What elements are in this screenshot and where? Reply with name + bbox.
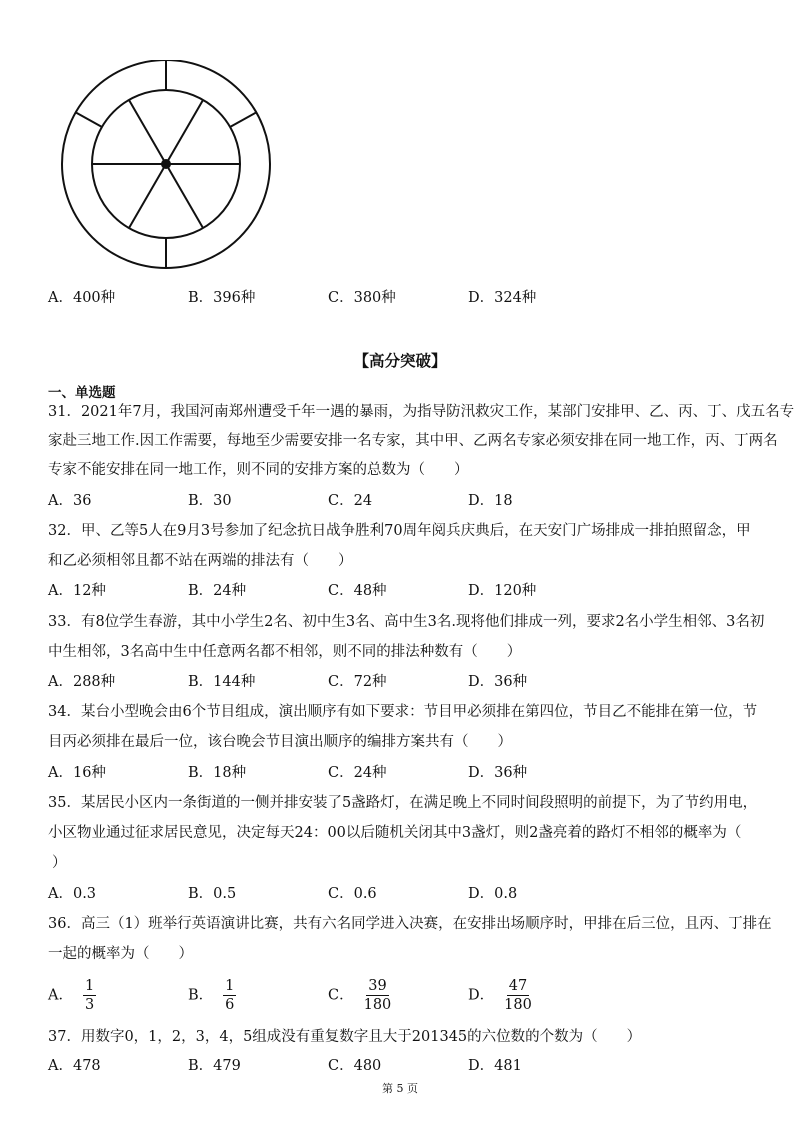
q34-option-d[interactable]: D．36种 bbox=[468, 765, 528, 781]
page-number: 第 5 页 bbox=[382, 1082, 418, 1095]
q31-option-b[interactable]: B．30 bbox=[188, 493, 232, 509]
q36-d-numerator: 47 bbox=[508, 978, 528, 994]
q32-option-c[interactable]: C．48种 bbox=[328, 583, 387, 599]
q35-option-c[interactable]: C．0.6 bbox=[328, 886, 377, 902]
q33-option-b[interactable]: B．144种 bbox=[188, 674, 256, 690]
q36-a-numerator: 1 bbox=[84, 978, 95, 994]
q30-option-a[interactable]: A．400种 bbox=[48, 290, 116, 306]
q36-line2: 一起的概率为（ ） bbox=[48, 946, 193, 962]
q37-line1: 37．用数字0，1，2，3，4，5组成没有重复数字且大于201345的六位数的个数为（ ） bbox=[48, 1029, 642, 1045]
q37-option-a[interactable]: A．478 bbox=[48, 1058, 101, 1074]
section-title: 【高分突破】 bbox=[353, 352, 447, 370]
q35-line3: ） bbox=[52, 855, 67, 871]
q35-line2: 小区物业通过征求居民意见，决定每天24：00以后随机关闭其中3盏灯，则2盏亮着的路灯不相邻的概率为（ bbox=[48, 825, 742, 841]
q33-line1: 33．有8位学生春游，其中小学生2名、初中生3名、高中生3名.现将他们排成一列，要求2名小学生相邻、3名初 bbox=[48, 614, 765, 630]
q36-option-d-fraction bbox=[504, 978, 532, 1013]
q34-option-a[interactable]: A．16种 bbox=[48, 765, 106, 781]
q36-line1: 36．高三（1）班举行英语演讲比赛，共有六名同学进入决赛，在安排出场顺序时，甲排在后三位，且丙、丁排在 bbox=[48, 916, 772, 932]
q34-line2: 目丙必须排在最后一位，该台晚会节目演出顺序的编排方案共有（ ） bbox=[48, 734, 512, 750]
q36-option-d[interactable] bbox=[468, 978, 532, 1013]
q36-c-numerator: 39 bbox=[368, 978, 387, 994]
q31-line2: 家赴三地工作.因工作需要，每地至少需要安排一名专家，其中甲、乙两名专家必须安排在同一地工作，丙、丁两名 bbox=[48, 433, 778, 449]
q36-a-denominator: 3 bbox=[84, 997, 95, 1013]
q36-option-a-fraction bbox=[83, 978, 96, 1013]
q36-option-a[interactable] bbox=[48, 978, 96, 1013]
q36-option-c[interactable] bbox=[328, 978, 391, 1013]
q35-option-b[interactable]: B．0.5 bbox=[188, 886, 237, 902]
q32-option-a[interactable]: A．12种 bbox=[48, 583, 106, 599]
q30-option-b[interactable]: B．396种 bbox=[188, 290, 256, 306]
section-subtitle: 一、单选题 bbox=[48, 385, 116, 401]
wheel-diagram-icon bbox=[60, 60, 275, 275]
q36-option-b[interactable] bbox=[188, 978, 236, 1013]
q32-option-d[interactable]: D．120种 bbox=[468, 583, 537, 599]
q34-line1: 34．某台小型晚会由6个节目组成，演出顺序有如下要求：节目甲必须排在第四位，节目乙不能排在第一位，节 bbox=[48, 704, 758, 720]
q36-b-numerator: 1 bbox=[225, 978, 235, 994]
q36-c-denominator: 180 bbox=[363, 997, 392, 1013]
q32-line1: 32．甲、乙等5人在9月3号参加了纪念抗日战争胜利70周年阅兵庆典后，在天安门广场排成一排拍照留念，甲 bbox=[48, 523, 751, 539]
q31-line1: 31．2021年7月，我国河南郑州遭受千年一遇的暴雨，为指导防汛救灾工作，某部门安排甲、乙、丙、丁、戊五名专 bbox=[48, 404, 795, 420]
q35-option-a[interactable]: A．0.3 bbox=[48, 886, 97, 902]
q33-option-d[interactable]: D．36种 bbox=[468, 674, 528, 690]
q37-option-c[interactable]: C．480 bbox=[328, 1058, 382, 1074]
q36-option-c-label: C． bbox=[328, 987, 354, 1004]
q36-option-c-fraction bbox=[364, 978, 392, 1013]
q33-option-c[interactable]: C．72种 bbox=[328, 674, 387, 690]
q31-option-d[interactable]: D．18 bbox=[468, 493, 513, 509]
q35-option-d[interactable]: D．0.8 bbox=[468, 886, 518, 902]
q36-option-d-label: D． bbox=[468, 987, 495, 1004]
q36-option-a-label: A． bbox=[48, 987, 73, 1004]
q30-option-d[interactable]: D．324种 bbox=[468, 290, 537, 306]
q36-option-b-label: B． bbox=[188, 987, 214, 1004]
center-dot bbox=[161, 159, 171, 169]
q34-option-c[interactable]: C．24种 bbox=[328, 765, 387, 781]
q37-option-d[interactable]: D．481 bbox=[468, 1058, 522, 1074]
q36-option-b-fraction bbox=[223, 978, 236, 1013]
q31-option-a[interactable]: A．36 bbox=[48, 493, 92, 509]
q31-option-c[interactable]: C．24 bbox=[328, 493, 373, 509]
q32-option-b[interactable]: B．24种 bbox=[188, 583, 247, 599]
q35-line1: 35．某居民小区内一条街道的一侧并排安装了5盏路灯，在满足晚上不同时间段照明的前提下，为了节约用电， bbox=[48, 795, 758, 811]
q34-option-b[interactable]: B．18种 bbox=[188, 765, 247, 781]
q36-d-denominator: 180 bbox=[504, 997, 532, 1013]
q37-option-b[interactable]: B．479 bbox=[188, 1058, 241, 1074]
q36-b-denominator: 6 bbox=[225, 997, 235, 1013]
q33-line2: 中生相邻，3名高中生中任意两名都不相邻，则不同的排法种数有（ ） bbox=[48, 644, 522, 660]
q31-line3: 专家不能安排在同一地工作，则不同的安排方案的总数为（ ） bbox=[48, 462, 469, 478]
q30-option-c[interactable]: C．380种 bbox=[328, 290, 396, 306]
q33-option-a[interactable]: A．288种 bbox=[48, 674, 116, 690]
q32-line2: 和乙必须相邻且都不站在两端的排法有（ ） bbox=[48, 553, 353, 569]
